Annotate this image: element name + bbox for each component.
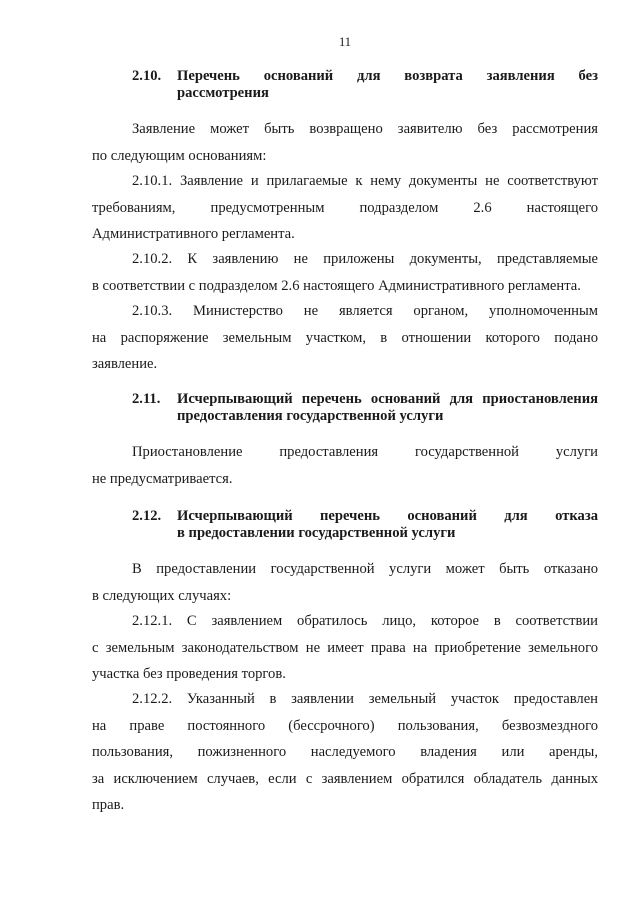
page-number: 11 [338,35,352,49]
section-heading-2-10 [132,68,598,102]
paragraph [92,298,598,378]
text-line: по следующим основаниям: [92,147,267,164]
text-line: требованиям, предусмотренным подразделом 2.6 настоящего [92,199,598,216]
paragraph [92,608,598,688]
text-line: пользования, пожизненного наследуемого владения или аренды, [92,744,598,760]
section-heading-2-12 [132,508,598,542]
text-line: 2.12.2. Указанный в заявлении земельный участок предоставлен [132,691,598,707]
text-line: за исключением случаев, если с заявлением обратился обладатель данных [92,770,598,787]
text-line: прав. [92,797,125,813]
text-line: участка без проведения торгов. [92,666,286,682]
text-line: 2.10.3. Министерство не является органом, уполномоченным [132,303,598,319]
section-title-line: рассмотрения [177,85,269,101]
section-title-line: Исчерпывающий перечень оснований для отказа [177,508,598,524]
section-title-line: Перечень оснований для возврата заявления без [177,68,598,84]
paragraph [92,556,598,609]
section-number: 2.10. [132,68,162,84]
text-line: в следующих случаях: [92,587,232,604]
text-line: Заявление может быть возвращено заявителю без рассмотрения [132,121,598,137]
section-number: 2.11. [132,391,161,407]
text-line: заявление. [92,356,158,372]
text-line: на праве постоянного (бессрочного) пользования, безвозмездного [92,717,598,734]
section-title-line: в предоставлении государственной услуги [177,525,456,541]
text-line: В предоставлении государственной услуги может быть отказано [132,561,598,577]
section-number: 2.12. [132,508,162,524]
section-title-line: предоставления государственной услуги [177,408,444,424]
section-title-line: Исчерпывающий перечень оснований для приостановления [177,391,598,407]
paragraph [92,439,598,492]
text-line: не предусматривается. [92,470,233,487]
paragraph [92,116,598,169]
text-line: 2.12.1. С заявлением обратилось лицо, которое в соответствии [132,613,598,629]
text-line: Административного регламента. [92,226,295,242]
paragraph [92,246,598,299]
text-line: Приостановление предоставления государственной услуги [132,444,598,460]
text-line: с земельным законодательством не имеет права на приобретение земельного [92,639,598,656]
paragraph [92,686,598,819]
text-line: на распоряжение земельным участком, в отношении которого подано [92,329,598,346]
text-line: 2.10.2. К заявлению не приложены документы, представляемые [132,251,598,267]
text-line: 2.10.1. Заявление и прилагаемые к нему документы не соответствуют [132,173,598,189]
section-heading-2-11 [132,391,598,425]
paragraph [92,168,598,248]
text-line: в соответствии с подразделом 2.6 настоящего Административного регламента. [92,277,581,294]
